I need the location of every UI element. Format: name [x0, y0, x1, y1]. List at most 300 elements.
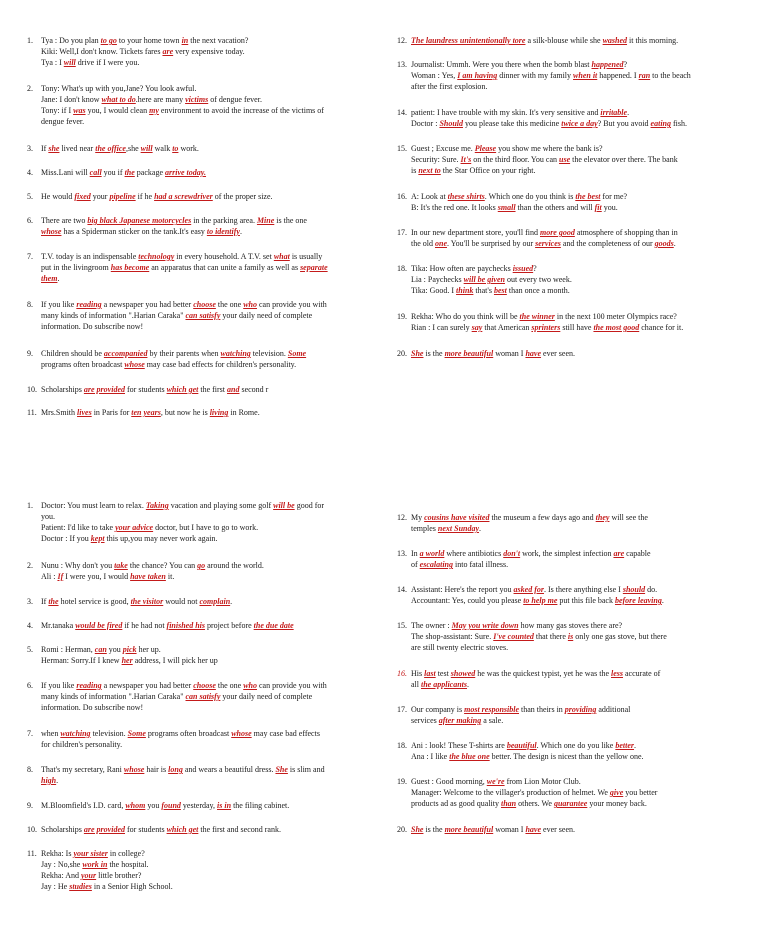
plain-text: little brother?	[96, 871, 142, 880]
plain-text: in Rome.	[228, 408, 260, 417]
plain-text: the elevator over there. The bank	[570, 155, 678, 164]
plain-text: Children should be	[41, 349, 104, 358]
plain-text: will see the	[609, 513, 648, 522]
underlined-answer-option: can satisfy	[185, 311, 221, 320]
plain-text: where antibiotics	[444, 549, 504, 558]
underlined-answer-option: If	[57, 572, 64, 581]
question-number: 15.	[397, 144, 407, 153]
plain-text: is slim and	[287, 765, 325, 774]
plain-text: Romi : Herman,	[41, 645, 95, 654]
underlined-answer-option: Taking	[145, 501, 169, 510]
plain-text: dengue fever.	[41, 117, 85, 126]
underlined-answer-option: are provided	[83, 385, 125, 394]
plain-text: .	[56, 776, 59, 785]
plain-text: all	[411, 680, 421, 689]
question-item	[397, 548, 737, 570]
question-text	[41, 824, 367, 835]
plain-text: you.	[41, 512, 55, 521]
question-number: 13.	[397, 60, 407, 69]
question-number: 2.	[27, 84, 33, 93]
plain-text: it this morning.	[627, 36, 679, 45]
plain-text: Assistant: Here's the report you	[411, 585, 514, 594]
underlined-answer-option: services	[535, 239, 561, 248]
plain-text: walk	[152, 144, 173, 153]
plain-text: Doctor : If you	[41, 534, 91, 543]
text-line	[411, 704, 737, 715]
underlined-answer-option: ran	[638, 71, 651, 80]
plain-text: .here are many	[135, 95, 186, 104]
plain-text: around the world.	[205, 561, 264, 570]
plain-text: the first	[198, 385, 228, 394]
underlined-answer-option: asked for	[513, 585, 544, 594]
question-item	[27, 560, 367, 582]
underlined-answer-option: washed	[602, 36, 628, 45]
question-item	[27, 348, 367, 370]
plain-text: package	[134, 168, 165, 177]
plain-text: ever seen.	[541, 825, 575, 834]
question-text	[41, 35, 367, 68]
plain-text: Doctor :	[411, 119, 440, 128]
question-text	[411, 512, 737, 534]
plain-text: you if	[101, 168, 125, 177]
plain-text: you, I would clean	[85, 106, 150, 115]
plain-text: put this file back	[557, 596, 615, 605]
underlined-answer-option: most responsible	[464, 705, 520, 714]
question-item	[27, 384, 367, 395]
text-line	[41, 191, 367, 202]
question-item	[27, 800, 367, 811]
text-line	[41, 105, 367, 116]
plain-text: into fatal illness.	[453, 560, 509, 569]
underlined-answer-option: in	[181, 36, 189, 45]
text-line	[41, 299, 367, 310]
question-number: 6.	[27, 216, 33, 225]
text-line	[41, 359, 367, 370]
text-line	[411, 668, 737, 679]
question-number: 7.	[27, 729, 33, 738]
question-number: 11.	[27, 849, 37, 858]
text-line	[41, 215, 367, 226]
plain-text: if he had not	[122, 621, 167, 630]
underlined-answer-option: have	[525, 349, 542, 358]
plain-text: . Is there anything else I	[543, 585, 623, 594]
text-line	[411, 35, 737, 46]
question-text	[411, 824, 737, 835]
plain-text: The owner :	[411, 621, 452, 630]
question-number: 3.	[27, 597, 33, 606]
text-line	[41, 310, 367, 321]
plain-text: that American	[482, 323, 532, 332]
underlined-answer-option: Please	[474, 144, 497, 153]
plain-text: That's my secretary, Rani	[41, 765, 124, 774]
plain-text: out every two week.	[504, 275, 572, 284]
plain-text: only one gas stove, but there	[573, 632, 667, 641]
plain-text: Jane: I don't know	[41, 95, 102, 104]
underlined-answer-option: finished his	[166, 621, 206, 630]
underlined-answer-option: the office	[95, 144, 126, 153]
underlined-answer-option: my	[149, 106, 159, 115]
question-number: 14.	[397, 585, 407, 594]
underlined-answer-option: guarantee	[553, 799, 588, 808]
plain-text: dinner with my family	[497, 71, 574, 80]
question-number: 16.	[397, 192, 407, 201]
plain-text: in college?	[107, 849, 145, 858]
underlined-answer-option: eating	[650, 119, 671, 128]
plain-text: he was the quickest typist, yet he was the	[475, 669, 611, 678]
text-line	[411, 776, 737, 787]
text-line	[41, 560, 367, 571]
plain-text: work.	[178, 144, 199, 153]
question-number: 16.	[397, 669, 407, 678]
text-line	[411, 787, 737, 798]
underlined-answer-option: whose	[123, 765, 145, 774]
question-text	[41, 167, 367, 178]
underlined-answer-option: are provided	[83, 825, 125, 834]
underlined-answer-option: showed	[450, 669, 476, 678]
underlined-answer-option: complain	[199, 597, 231, 606]
plain-text: Tony: What's up with you,Jane? You look awful.	[41, 84, 197, 93]
underlined-answer-option: after making	[438, 716, 482, 725]
underlined-answer-option: the due date	[253, 621, 294, 630]
plain-text: environment to avoid the increase of the victims of	[158, 106, 324, 115]
underlined-answer-option: one	[435, 239, 447, 248]
text-line	[411, 70, 737, 81]
text-line	[411, 642, 737, 653]
plain-text: atmosphere of shopping than in	[574, 228, 678, 237]
underlined-answer-option: work in	[82, 860, 108, 869]
underlined-answer-option: have taken	[130, 572, 166, 581]
plain-text: . Which one do you like	[536, 741, 616, 750]
plain-text: the first and second rank.	[198, 825, 281, 834]
question-text	[41, 384, 367, 395]
plain-text: is the	[423, 349, 445, 358]
plain-text: Lia : Paychecks	[411, 275, 464, 284]
plain-text: that's	[473, 286, 494, 295]
text-line	[411, 584, 737, 595]
plain-text: your daily need of complete	[220, 311, 313, 320]
question-item	[27, 83, 367, 127]
text-line	[411, 274, 737, 285]
plain-text: can provide you with	[257, 681, 327, 690]
text-line	[411, 548, 737, 559]
plain-text: by their parents when	[147, 349, 221, 358]
question-number: 12.	[397, 36, 407, 45]
plain-text: happened. I	[597, 71, 639, 80]
plain-text: when	[41, 729, 61, 738]
text-line	[411, 824, 737, 835]
underlined-answer-option: the most good	[593, 323, 640, 332]
text-line	[41, 702, 367, 713]
underlined-answer-option: don't	[503, 549, 521, 558]
plain-text: would not	[163, 597, 200, 606]
plain-text: Kiki: Well,I don't know. Tickets fares	[41, 47, 163, 56]
plain-text: Tya : I	[41, 58, 64, 67]
underlined-answer-option: her	[121, 656, 133, 665]
question-item	[397, 143, 737, 176]
plain-text: after the first explosion.	[411, 82, 488, 91]
underlined-answer-option: what	[273, 252, 290, 261]
underlined-answer-option: have	[525, 825, 542, 834]
plain-text: the museum a few days ago and	[489, 513, 596, 522]
underlined-answer-option: Some	[127, 729, 146, 738]
question-number: 13.	[397, 549, 407, 558]
plain-text: Jay : No,she	[41, 860, 83, 869]
underlined-answer-option: to go	[100, 36, 117, 45]
plain-text: to your home town	[116, 36, 182, 45]
plain-text: from Lion Motor Club.	[504, 777, 581, 786]
plain-text: to the beach	[650, 71, 691, 80]
plain-text: in a Senior High School.	[91, 882, 173, 891]
plain-text: chance for it.	[639, 323, 684, 332]
plain-text: A: Look at	[411, 192, 448, 201]
question-number: 19.	[397, 777, 407, 786]
plain-text: services	[411, 716, 439, 725]
underlined-answer-option: they	[595, 513, 610, 522]
underlined-answer-option: reading	[76, 681, 102, 690]
underlined-answer-option: The laundress unintentionally tore	[411, 36, 526, 45]
plain-text: this up,you may never work again.	[104, 534, 218, 543]
underlined-answer-option: Should	[439, 119, 464, 128]
plain-text: My	[411, 513, 425, 522]
question-text	[41, 644, 367, 666]
plain-text: programs often broadcast	[41, 360, 125, 369]
question-text	[41, 620, 367, 631]
plain-text: vacation and playing some golf	[168, 501, 274, 510]
question-text	[41, 500, 367, 544]
text-line	[41, 35, 367, 46]
plain-text: information. Do subscribe now!	[41, 703, 144, 712]
underlined-answer-option: providing	[564, 705, 597, 714]
plain-text: your money back.	[587, 799, 647, 808]
underlined-answer-option: the	[124, 168, 135, 177]
plain-text: of dengue fever.	[208, 95, 262, 104]
underlined-answer-option: should	[622, 585, 646, 594]
underlined-answer-option: next Sunday	[437, 524, 480, 533]
question-number: 18.	[397, 741, 407, 750]
underlined-answer-option: beautiful	[506, 741, 537, 750]
underlined-answer-option: is in	[217, 801, 232, 810]
text-line	[411, 322, 737, 333]
underlined-answer-option: we're	[486, 777, 505, 786]
plain-text: in every household. A T.V. set	[174, 252, 274, 261]
underlined-answer-option: more beautiful	[444, 825, 494, 834]
plain-text: and the completeness of our	[560, 239, 655, 248]
plain-text: Journalist: Ummh. Were you there when the bomb blast	[411, 60, 592, 69]
question-item	[397, 824, 737, 835]
underlined-answer-option: separate	[300, 263, 328, 272]
text-line	[411, 523, 737, 534]
text-line	[41, 870, 367, 881]
underlined-answer-option: last	[424, 669, 436, 678]
text-line	[411, 348, 737, 359]
text-line	[411, 285, 737, 296]
plain-text: you show me where the bank is?	[496, 144, 603, 153]
plain-text: may case bad effects for children's personality.	[144, 360, 297, 369]
question-text	[411, 668, 737, 690]
underlined-answer-option: May you write down	[451, 621, 519, 630]
question-number: 9.	[27, 801, 33, 810]
underlined-answer-option: what to do	[101, 95, 136, 104]
plain-text: lived near	[59, 144, 96, 153]
plain-text: than the others and will	[515, 203, 595, 212]
text-line	[41, 824, 367, 835]
text-line	[411, 143, 737, 154]
plain-text: Patient: I'd like to take	[41, 523, 116, 532]
plain-text: of	[411, 560, 420, 569]
plain-text: yesterday,	[180, 801, 218, 810]
question-item	[397, 311, 737, 333]
question-number: 17.	[397, 228, 407, 237]
question-text	[41, 848, 367, 892]
underlined-answer-option: more good	[539, 228, 575, 237]
plain-text: a silk-blouse while she	[525, 36, 603, 45]
question-item	[397, 59, 737, 92]
text-line	[41, 407, 367, 418]
underlined-answer-option: cousins have visited	[424, 513, 490, 522]
plain-text: project before	[205, 621, 254, 630]
plain-text: many kinds of information ".Harian Caraka"	[41, 692, 186, 701]
plain-text: Tika: Good. I	[411, 286, 457, 295]
question-item	[397, 263, 737, 296]
question-text	[411, 620, 737, 653]
text-line	[411, 263, 737, 274]
underlined-answer-option: accompanied	[103, 349, 148, 358]
underlined-answer-option: your sister	[73, 849, 108, 858]
plain-text: others. We	[516, 799, 554, 808]
question-number: 8.	[27, 300, 33, 309]
underlined-answer-option: small	[497, 203, 516, 212]
underlined-answer-option: can	[94, 645, 107, 654]
plain-text: If	[41, 144, 49, 153]
underlined-answer-option: give	[609, 788, 624, 797]
question-number: 1.	[27, 36, 33, 45]
plain-text: in the next 100 meter Olympics race?	[554, 312, 677, 321]
plain-text: the filing cabinet.	[231, 801, 290, 810]
underlined-answer-option: are	[162, 47, 174, 56]
underlined-answer-option: use	[559, 155, 571, 164]
question-number: 12.	[397, 513, 407, 522]
plain-text: information. Do subscribe now!	[41, 322, 144, 331]
plain-text: it.	[165, 572, 175, 581]
underlined-answer-option: the best	[575, 192, 601, 201]
text-line	[41, 775, 367, 786]
underlined-answer-option: a world	[419, 549, 445, 558]
question-item	[27, 167, 367, 178]
question-number: 15.	[397, 621, 407, 630]
underlined-answer-option: sprinters	[531, 323, 561, 332]
plain-text: better. The design is	[489, 752, 558, 761]
underlined-answer-option: kept	[90, 534, 105, 543]
plain-text: .	[57, 274, 60, 283]
plain-text: the chance? You can	[127, 561, 198, 570]
plain-text: .	[627, 108, 630, 117]
plain-text: If you like	[41, 300, 77, 309]
plain-text: doctor, but I have to go to work.	[153, 523, 259, 532]
plain-text: .	[230, 597, 233, 606]
plain-text: if he	[135, 192, 155, 201]
question-number: 10.	[27, 385, 37, 394]
plain-text: woman I	[493, 825, 526, 834]
text-line	[41, 680, 367, 691]
question-item	[397, 584, 737, 606]
question-number: 20.	[397, 825, 407, 834]
text-line	[41, 384, 367, 395]
question-item	[397, 227, 737, 249]
question-text	[411, 776, 737, 809]
text-line	[41, 143, 367, 154]
plain-text: hotel service	[58, 597, 104, 606]
plain-text: Mrs.Smith	[41, 408, 78, 417]
plain-text: In	[411, 549, 420, 558]
text-line	[411, 165, 737, 176]
underlined-answer-option: will	[63, 58, 76, 67]
underlined-answer-option: before leaving	[614, 596, 662, 605]
plain-text: additional	[596, 705, 631, 714]
plain-text: Rekha: And	[41, 871, 81, 880]
text-line	[411, 107, 737, 118]
question-item	[27, 728, 367, 750]
question-item	[397, 740, 737, 762]
plain-text: Mr.tanaka	[41, 621, 76, 630]
text-line	[41, 348, 367, 359]
plain-text: an apparatus that can unite a family as well as	[149, 263, 301, 272]
question-item	[27, 824, 367, 835]
underlined-answer-option: had a screwdriver	[154, 192, 213, 201]
question-text	[41, 299, 367, 332]
question-item	[27, 680, 367, 713]
question-item	[27, 251, 367, 284]
underlined-answer-option: whose	[41, 227, 62, 236]
question-item	[27, 500, 367, 544]
plain-text: your	[90, 192, 110, 201]
question-text	[41, 728, 367, 750]
plain-text: .	[239, 227, 242, 236]
text-line	[411, 227, 737, 238]
question-text	[411, 348, 737, 359]
underlined-answer-option: studies	[69, 882, 92, 891]
plain-text: Doctor: You must learn to relax.	[41, 501, 146, 510]
text-line	[41, 57, 367, 68]
plain-text: a sale.	[481, 716, 504, 725]
plain-text: Manager: Welcome to the villager's production of helmet. We	[411, 788, 610, 797]
question-number: 5.	[27, 192, 33, 201]
plain-text: ,she	[125, 144, 141, 153]
text-line	[41, 226, 367, 237]
underlined-answer-option: found	[161, 801, 181, 810]
plain-text: than once a month.	[506, 286, 570, 295]
plain-text: Scholarships	[41, 385, 84, 394]
plain-text: the hospital.	[107, 860, 149, 869]
text-line	[41, 764, 367, 775]
underlined-answer-option: I've counted	[493, 632, 534, 641]
underlined-answer-option: the applicants	[421, 680, 468, 689]
text-line	[41, 46, 367, 57]
text-line	[411, 620, 737, 631]
text-line	[41, 596, 367, 607]
text-line	[41, 739, 367, 750]
text-line	[411, 191, 737, 202]
text-line	[41, 273, 367, 284]
underlined-answer-option: pick	[122, 645, 137, 654]
plain-text: your daily need of complete	[220, 692, 313, 701]
question-item	[397, 620, 737, 653]
plain-text: hair is	[144, 765, 169, 774]
underlined-answer-option: Some	[287, 349, 307, 358]
question-item	[397, 776, 737, 809]
text-line	[41, 571, 367, 582]
question-text	[41, 191, 367, 202]
underlined-answer-option: go	[197, 561, 206, 570]
